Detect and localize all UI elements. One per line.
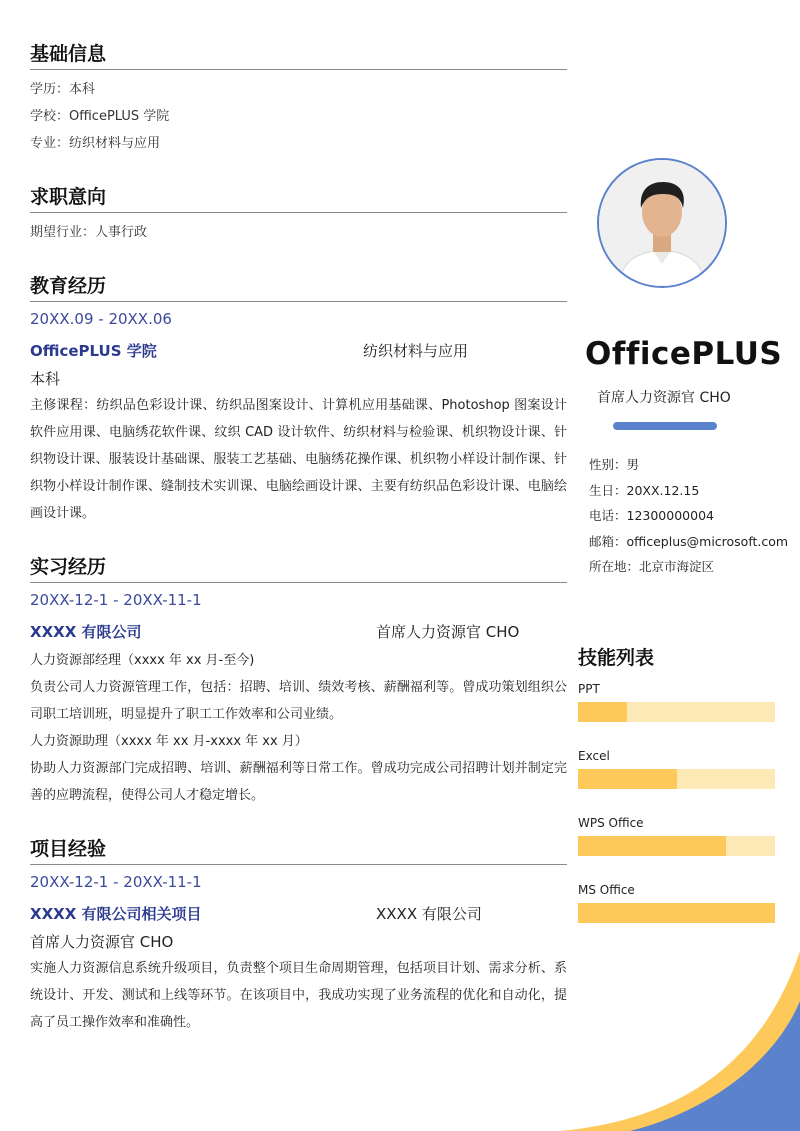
- basic-info-section: [30, 40, 567, 157]
- education-level: 学历：本科: [30, 82, 96, 97]
- internship-desc-1: 负责公司人力资源管理工作，包括：招聘、培训、绩效考核、薪酬福利等。曾成功策划组织公司职工培训班，明显提升了职工工作效率和公司业绩。: [30, 680, 567, 722]
- profile-name: OfficePLUS: [585, 336, 783, 372]
- job-intent-section: [30, 183, 567, 246]
- accent-bar: [613, 422, 717, 430]
- project-name: XXXX 有限公司相关项目: [30, 905, 202, 923]
- internship-date: 20XX-12-1 - 20XX-11-1: [30, 591, 202, 609]
- expected-industry: 期望行业：人事行政: [30, 225, 148, 240]
- internship-company: XXXX 有限公司: [30, 623, 142, 641]
- info-email: 邮箱：officeplus@microsoft.com: [589, 533, 789, 549]
- education-section: [30, 272, 567, 527]
- skill-ms-office: [578, 881, 775, 923]
- internship-position: 首席人力资源官 CHO: [376, 623, 520, 641]
- project-date: 20XX-12-1 - 20XX-11-1: [30, 873, 202, 891]
- skill-bar-track: [578, 702, 775, 722]
- project-role: 首席人力资源官 CHO: [30, 933, 174, 951]
- skills-section: [578, 644, 775, 948]
- internship-header-row: [30, 617, 567, 647]
- education-courses: 主修课程：纺织品色彩设计课、纺织品图案设计、计算机应用基础课、Photoshop 图案设计软件应用课、电脑绣花软件课、纹织 CAD 设计软件、纺织材料与检验课、机织物设计课、针织物设计课、服装设计基础课、服装工艺基础、电脑绣花操作课、机织物小样设计制作课、针织物小样设计制作课、缝制技术实训课、电脑绘画设计课、主要有纺织品色彩设计课、电脑绘画设计课。: [30, 398, 567, 521]
- project-desc: 实施人力资源信息系统升级项目，负责整个项目生命周期管理，包括项目计划、需求分析、系统设计、开发、测试和上线等环节。在该项目中，我成功实现了业务流程的优化和自动化，提高了员工操作效率和准确性。: [30, 961, 567, 1030]
- skill-bar-fill: [578, 769, 677, 789]
- project-section: [30, 835, 567, 1036]
- corner-decoration: [560, 951, 800, 1131]
- education-header-row: [30, 336, 567, 366]
- education-school: OfficePLUS 学院: [30, 342, 157, 360]
- avatar: [597, 158, 727, 288]
- school: 学校：OfficePLUS 学院: [30, 109, 170, 124]
- skill-wps-office: [578, 814, 775, 856]
- internship-desc-2: 协助人力资源部门完成招聘、培训、薪酬福利等日常工作。曾成功完成公司招聘计划并制定完善的应聘流程，使得公司人才稳定增长。: [30, 761, 567, 803]
- skill-ppt: [578, 680, 775, 722]
- portrait-image: [599, 160, 725, 286]
- skill-bar-fill: [578, 903, 775, 923]
- main-column: [30, 40, 567, 1064]
- internship-role-1: 人力资源部经理（xxxx 年 xx 月-至今): [30, 653, 255, 668]
- section-title-internship: 实习经历: [30, 553, 567, 583]
- project-company: XXXX 有限公司: [376, 905, 482, 923]
- info-location: 所在地：北京市海淀区: [589, 559, 715, 574]
- education-degree: 本科: [30, 370, 61, 388]
- section-title-education: 教育经历: [30, 272, 567, 302]
- section-title-intent: 求职意向: [30, 183, 567, 213]
- personal-info: [589, 452, 789, 580]
- info-phone: 电话：12300000004: [589, 508, 714, 523]
- skills-title: 技能列表: [578, 647, 655, 669]
- internship-section: [30, 553, 567, 809]
- skill-bar-track: [578, 903, 775, 923]
- skill-bar-track: [578, 769, 775, 789]
- section-title-project: 项目经验: [30, 835, 567, 865]
- info-gender: 性别：男: [589, 457, 640, 472]
- skill-excel: [578, 747, 775, 789]
- education-date: 20XX.09 - 20XX.06: [30, 310, 172, 328]
- internship-role-2: 人力资源助理（xxxx 年 xx 月-xxxx 年 xx 月）: [30, 734, 308, 749]
- skill-name: Excel: [578, 749, 610, 763]
- skill-name: PPT: [578, 682, 600, 696]
- major: 专业：纺织材料与应用: [30, 136, 161, 151]
- education-major: 纺织材料与应用: [363, 342, 469, 360]
- skill-name: WPS Office: [578, 816, 644, 830]
- skill-name: MS Office: [578, 883, 635, 897]
- project-header-row: [30, 899, 567, 929]
- info-birthday: 生日：20XX.12.15: [589, 482, 700, 498]
- skill-bar-fill: [578, 836, 726, 856]
- skill-bar-fill: [578, 702, 627, 722]
- section-title-basic: 基础信息: [30, 40, 567, 70]
- profile-role: 首席人力资源官 CHO: [597, 390, 731, 406]
- skill-bar-track: [578, 836, 775, 856]
